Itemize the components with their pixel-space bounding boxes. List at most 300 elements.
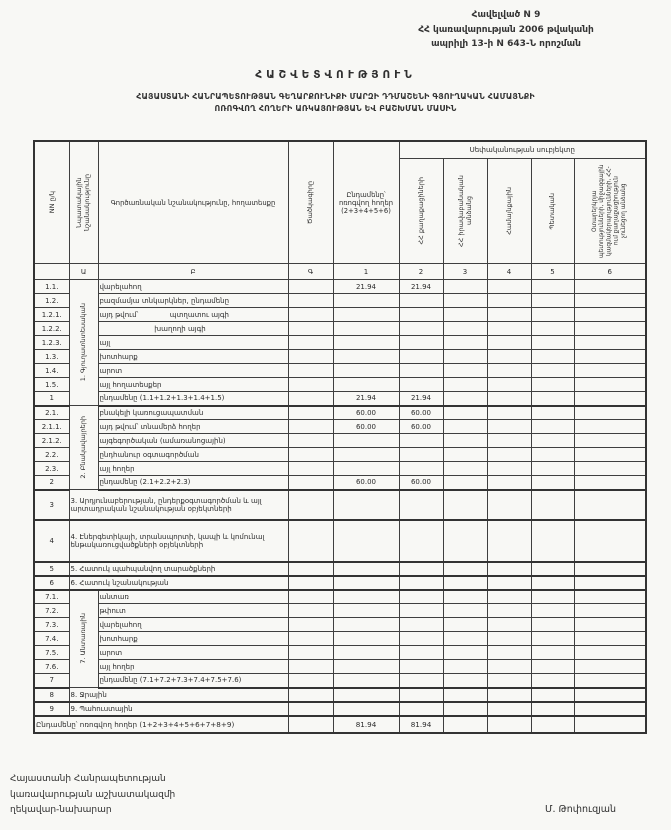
row-num-cell: 7.1. (34, 590, 69, 604)
value-cell: 81.94 (399, 716, 443, 733)
row-num-cell: 1.3. (34, 350, 69, 364)
letter-cell: 6 (574, 264, 646, 280)
value-cell (487, 716, 531, 733)
value-cell (443, 378, 487, 392)
row-label-cell: խոտհարք (98, 632, 288, 646)
code-cell (288, 420, 333, 434)
value-cell (399, 520, 443, 562)
value-cell (487, 462, 531, 476)
row-num-cell: 1.5. (34, 378, 69, 392)
value-cell (487, 294, 531, 308)
value-cell (443, 322, 487, 336)
row-num-cell: 7.3. (34, 618, 69, 632)
value-cell (487, 646, 531, 660)
value-cell (443, 702, 487, 716)
code-cell (288, 576, 333, 590)
value-cell (443, 604, 487, 618)
row-num-cell: 2.1.1. (34, 420, 69, 434)
row-label-cell: ընդամենը (2.1+2.2+2.3) (98, 476, 288, 490)
table-row (34, 364, 646, 378)
group-label-cell (69, 406, 98, 490)
value-cell (531, 392, 574, 406)
header-row-main (34, 141, 646, 159)
code-cell (288, 688, 333, 702)
value-cell (333, 448, 399, 462)
code-cell (288, 476, 333, 490)
table-row (34, 716, 646, 733)
table-row (34, 562, 646, 576)
value-cell (574, 716, 646, 733)
page-subtitle-line2: ՈՌՈԳՎՈՂ ՀՈՂԵՐԻ ԱՌԿԱՅՈՒԹՅԱՆ ԵՎ ԲԱՇԽՄԱՆ ՄԱՍԻՆ (214, 104, 457, 113)
letter-cell: 1 (333, 264, 399, 280)
value-cell (333, 674, 399, 688)
row-num-cell: 3 (34, 490, 69, 520)
row-num-cell: 6 (34, 576, 69, 590)
row-num-cell: 7.4. (34, 632, 69, 646)
value-cell (399, 562, 443, 576)
value-cell (443, 434, 487, 448)
value-cell (443, 406, 487, 420)
appendix-line: ապրիլի 13-ի N 643-Ն որոշման (431, 39, 581, 49)
row-num-cell: 2.1. (34, 406, 69, 420)
value-cell (531, 520, 574, 562)
value-cell (574, 562, 646, 576)
value-cell (531, 364, 574, 378)
code-cell (288, 378, 333, 392)
row-num-cell: 1.2.3. (34, 336, 69, 350)
value-cell (574, 280, 646, 294)
row-label-cell: 5. Հատուկ պահպանվող տարածքների (69, 562, 288, 576)
letter-cell: 2 (399, 264, 443, 280)
col-header-state: Պետական (531, 159, 574, 264)
value-cell (399, 490, 443, 520)
value-cell (487, 476, 531, 490)
code-cell (288, 434, 333, 448)
table-row (34, 590, 646, 604)
value-cell (487, 434, 531, 448)
value-cell (333, 322, 399, 336)
value-cell (574, 476, 646, 490)
value-cell (399, 322, 443, 336)
table-row (34, 520, 646, 562)
value-cell (399, 604, 443, 618)
table-row (34, 632, 646, 646)
value-cell (574, 490, 646, 520)
value-cell (487, 448, 531, 462)
table-row (34, 576, 646, 590)
code-cell (288, 294, 333, 308)
code-cell (288, 406, 333, 420)
value-cell (574, 322, 646, 336)
value-cell (531, 448, 574, 462)
row-label-cell: ընդհանուր օգտագործման (98, 448, 288, 462)
row-label-cell: այդ թվում՝ տնամերձ հողեր (98, 420, 288, 434)
value-cell (443, 618, 487, 632)
value-cell (399, 688, 443, 702)
row-label-cell: թփուտ (98, 604, 288, 618)
code-cell (288, 462, 333, 476)
value-cell (399, 632, 443, 646)
value-cell: 60.00 (333, 420, 399, 434)
value-cell (443, 420, 487, 434)
value-cell (574, 520, 646, 562)
footer-line: Հայաստանի Հանրապետության (10, 774, 166, 784)
row-label-cell: 8. Ջրային (69, 688, 288, 702)
code-cell (288, 364, 333, 378)
code-cell (288, 716, 333, 733)
code-cell (288, 322, 333, 336)
row-label-cell: արոտ (98, 364, 288, 378)
value-cell (487, 674, 531, 688)
table-row (34, 618, 646, 632)
value-cell (443, 476, 487, 490)
table-row (34, 350, 646, 364)
value-cell (574, 660, 646, 674)
value-cell (443, 364, 487, 378)
value-cell: 81.94 (333, 716, 399, 733)
footer-signatory-title (10, 772, 175, 819)
row-label-cell: այլ հողատեսքեր (98, 378, 288, 392)
row-label: այդ թվում՝ (99, 310, 139, 319)
row-num-cell: 7.6. (34, 660, 69, 674)
row-num-cell: 2.2. (34, 448, 69, 462)
letter-cell: Ա (69, 264, 98, 280)
code-cell (288, 660, 333, 674)
value-cell (333, 364, 399, 378)
value-cell (399, 336, 443, 350)
value-cell (574, 350, 646, 364)
value-cell (399, 378, 443, 392)
value-cell (531, 576, 574, 590)
table-row (34, 280, 646, 294)
table-row (34, 322, 646, 336)
value-cell (399, 590, 443, 604)
value-cell (443, 294, 487, 308)
row-label-cell: 4. Էներգետիկայի, տրանսպորտի, կապի և կոմունալ ենթակառուցվածքների օբյեկտների (69, 520, 288, 562)
value-cell: 21.94 (399, 392, 443, 406)
value-cell: 60.00 (399, 406, 443, 420)
code-cell (288, 308, 333, 322)
value-cell (333, 308, 399, 322)
footer-line: կառավարության աշխատակազմի (10, 789, 176, 800)
appendix-line: ՀՀ կառավարության 2006 թվականի (418, 24, 594, 35)
row-num-cell: 5 (34, 562, 69, 576)
value-cell (333, 462, 399, 476)
table-row (34, 604, 646, 618)
value-cell (399, 350, 443, 364)
value-cell (574, 364, 646, 378)
row-num-cell: 7 (34, 674, 69, 688)
row-num-cell: 1.2.1. (34, 308, 69, 322)
value-cell (443, 336, 487, 350)
value-cell (399, 646, 443, 660)
value-cell (574, 392, 646, 406)
row-label-cell: այլ (98, 336, 288, 350)
value-cell (487, 660, 531, 674)
value-cell (531, 618, 574, 632)
value-cell (574, 448, 646, 462)
value-cell (399, 576, 443, 590)
value-cell (443, 490, 487, 520)
code-cell (288, 590, 333, 604)
footer-signatory-name: Մ. Թոփուզյան (545, 804, 617, 815)
value-cell: 21.94 (333, 392, 399, 406)
value-cell (487, 562, 531, 576)
value-cell (574, 674, 646, 688)
table-row (34, 308, 646, 322)
value-cell (487, 576, 531, 590)
value-cell (487, 490, 531, 520)
value-cell (574, 434, 646, 448)
value-cell (574, 406, 646, 420)
value-cell (443, 392, 487, 406)
row-num-cell: 1.4. (34, 364, 69, 378)
row-num-cell: 9 (34, 702, 69, 716)
value-cell (443, 576, 487, 590)
value-cell (487, 392, 531, 406)
value-cell (531, 294, 574, 308)
value-cell (443, 590, 487, 604)
value-cell (574, 336, 646, 350)
value-cell (574, 308, 646, 322)
value-cell (333, 660, 399, 674)
row-label-cell: բազմամյա տնկարկներ, ընդամենը (98, 294, 288, 308)
value-cell (333, 590, 399, 604)
value-cell (443, 632, 487, 646)
row-label-cell: 3. Արդյունաբերության, ընդերքօգտագործման և այլ արտադրական նշանակության օբյեկտների (69, 490, 288, 520)
letter-cell: Բ (98, 264, 288, 280)
value-cell: 60.00 (399, 420, 443, 434)
row-label-cell: 9. Պահուստային (69, 702, 288, 716)
group-label: 2. Բնակավայրերի (79, 416, 88, 479)
grand-total-label: Ընդամենը՝ ոռոգվող հողեր (1+2+3+4+5+6+7+8+9) (34, 716, 288, 733)
value-cell (531, 350, 574, 364)
code-cell (288, 392, 333, 406)
value-cell (531, 420, 574, 434)
table-row (34, 420, 646, 434)
value-cell (574, 632, 646, 646)
value-cell (333, 350, 399, 364)
value-cell (574, 702, 646, 716)
value-cell (333, 576, 399, 590)
value-cell (443, 448, 487, 462)
value-cell (531, 462, 574, 476)
value-cell: 60.00 (399, 476, 443, 490)
value-cell (443, 674, 487, 688)
table-row (34, 406, 646, 420)
value-cell (399, 674, 443, 688)
value-cell (443, 520, 487, 562)
value-cell (531, 336, 574, 350)
code-cell (288, 702, 333, 716)
value-cell (333, 646, 399, 660)
value-cell (333, 562, 399, 576)
row-label-cell: ընդամենը (1.1+1.2+1.3+1.4+1.5) (98, 392, 288, 406)
code-cell (288, 350, 333, 364)
value-cell (399, 618, 443, 632)
value-cell (399, 294, 443, 308)
col-header-purpose: Նպատակային նշանակությունը (69, 141, 98, 264)
value-cell (531, 322, 574, 336)
header-row-letters (34, 264, 646, 280)
row-num-cell: 8 (34, 688, 69, 702)
value-cell (531, 308, 574, 322)
code-cell (288, 448, 333, 462)
value-cell (333, 604, 399, 618)
row-label-cell: վարելահող (98, 618, 288, 632)
table-row (34, 702, 646, 716)
code-cell (288, 618, 333, 632)
value-cell (487, 702, 531, 716)
page-subtitle-line1: ՀԱՅԱՍՏԱՆԻ ՀԱՆՐԱՊԵՏՈՒԹՅԱՆ ԳԵՂԱՐՔՈՒՆԻՔԻ ՄԱՐԶԻ ԴԴՄԱՇԵՆԻ ԳՅՈՒՂԱԿԱՆ ՀԱՄԱՅՆՔԻ (136, 92, 535, 101)
value-cell (443, 688, 487, 702)
value-cell (574, 462, 646, 476)
value-cell (399, 448, 443, 462)
value-cell (574, 420, 646, 434)
letter-cell: 5 (531, 264, 574, 280)
value-cell (443, 280, 487, 294)
row-num-cell: 7.5. (34, 646, 69, 660)
table-row (34, 448, 646, 462)
value-cell (531, 562, 574, 576)
footer-line: ղեկավար-նախարար (10, 805, 112, 815)
value-cell (531, 280, 574, 294)
value-cell (399, 660, 443, 674)
group-label: 7. Անտառային (79, 613, 88, 665)
row-label-cell: վարելահող (98, 280, 288, 294)
value-cell (574, 604, 646, 618)
row-num-cell: 4 (34, 520, 69, 562)
value-cell (333, 520, 399, 562)
code-cell (288, 604, 333, 618)
table-row (34, 646, 646, 660)
value-cell (574, 378, 646, 392)
value-cell (333, 632, 399, 646)
value-cell (531, 660, 574, 674)
value-cell (333, 618, 399, 632)
row-label-cell (98, 308, 288, 322)
letter-cell: 4 (487, 264, 531, 280)
value-cell (531, 406, 574, 420)
col-header-total: Ընդամենը՝ ոռոգվող հողեր (2+3+4+5+6) (333, 141, 399, 264)
value-cell (487, 280, 531, 294)
value-cell (531, 476, 574, 490)
value-cell (333, 688, 399, 702)
code-cell (288, 280, 333, 294)
value-cell (399, 462, 443, 476)
value-cell (487, 364, 531, 378)
row-label-cell: խոտհարք (98, 350, 288, 364)
col-header-ownership-group: Սեփականության սուբյեկտը (399, 141, 646, 159)
row-label-cell: անտառ (98, 590, 288, 604)
value-cell (399, 434, 443, 448)
value-cell (487, 688, 531, 702)
value-cell (443, 716, 487, 733)
value-cell: 21.94 (333, 280, 399, 294)
value-cell (574, 576, 646, 590)
table-row (34, 688, 646, 702)
value-cell (531, 674, 574, 688)
value-cell (399, 308, 443, 322)
row-num-cell: 1.2. (34, 294, 69, 308)
row-label-cell: ընդամենը (7.1+7.2+7.3+7.4+7.5+7.6) (98, 674, 288, 688)
value-cell (333, 336, 399, 350)
value-cell (487, 590, 531, 604)
row-num-cell: 1 (34, 392, 69, 406)
value-cell (531, 646, 574, 660)
value-cell (531, 702, 574, 716)
row-num-cell: 2.1.2. (34, 434, 69, 448)
table-row (34, 378, 646, 392)
value-cell (333, 490, 399, 520)
group-label-cell (69, 280, 98, 406)
col-header-foreign: Օտարերկրյա պետությունների, միջազգային կազմակերպությունների, ՀՀ-ում քաղաքացիություն չունեցող անձանց (574, 159, 646, 264)
row-num-cell: 2 (34, 476, 69, 490)
group-label-cell (69, 590, 98, 688)
table-row (34, 392, 646, 406)
value-cell (443, 660, 487, 674)
value-cell (487, 322, 531, 336)
value-cell: 60.00 (333, 406, 399, 420)
value-cell (487, 336, 531, 350)
value-cell (443, 308, 487, 322)
value-cell (531, 688, 574, 702)
value-cell (443, 562, 487, 576)
value-cell (531, 490, 574, 520)
code-cell (288, 490, 333, 520)
row-label-cell (98, 322, 288, 336)
row-sublabel: պտղատու այգի (169, 310, 229, 319)
appendix-block (352, 8, 660, 52)
row-label-cell: արոտ (98, 646, 288, 660)
value-cell (574, 646, 646, 660)
row-num-cell: 1.2.2. (34, 322, 69, 336)
appendix-line: Հավելված N 9 (471, 10, 541, 20)
value-cell (333, 294, 399, 308)
value-cell (443, 462, 487, 476)
value-cell (487, 618, 531, 632)
table-row (34, 294, 646, 308)
value-cell (399, 364, 443, 378)
value-cell: 60.00 (333, 476, 399, 490)
value-cell (574, 688, 646, 702)
col-header-function: Գործառնական նշանակությունը, հողատեսքը (98, 141, 288, 264)
row-label-cell: 6. Հատուկ նշանակության (69, 576, 288, 590)
value-cell (531, 378, 574, 392)
row-sublabel: խաղողի այգի (154, 324, 206, 333)
value-cell (487, 378, 531, 392)
value-cell (574, 590, 646, 604)
letter-cell: 3 (443, 264, 487, 280)
report-table (33, 140, 647, 734)
table-row (34, 434, 646, 448)
value-cell (487, 632, 531, 646)
code-cell (288, 632, 333, 646)
value-cell (531, 716, 574, 733)
value-cell (333, 434, 399, 448)
row-label-cell: այլ հողեր (98, 660, 288, 674)
value-cell (531, 604, 574, 618)
row-num-cell: 1.1. (34, 280, 69, 294)
table-row (34, 674, 646, 688)
table-row (34, 660, 646, 674)
value-cell (531, 434, 574, 448)
row-label-cell: այլ հողեր (98, 462, 288, 476)
value-cell (333, 378, 399, 392)
code-cell (288, 336, 333, 350)
value-cell (399, 702, 443, 716)
table-row (34, 462, 646, 476)
